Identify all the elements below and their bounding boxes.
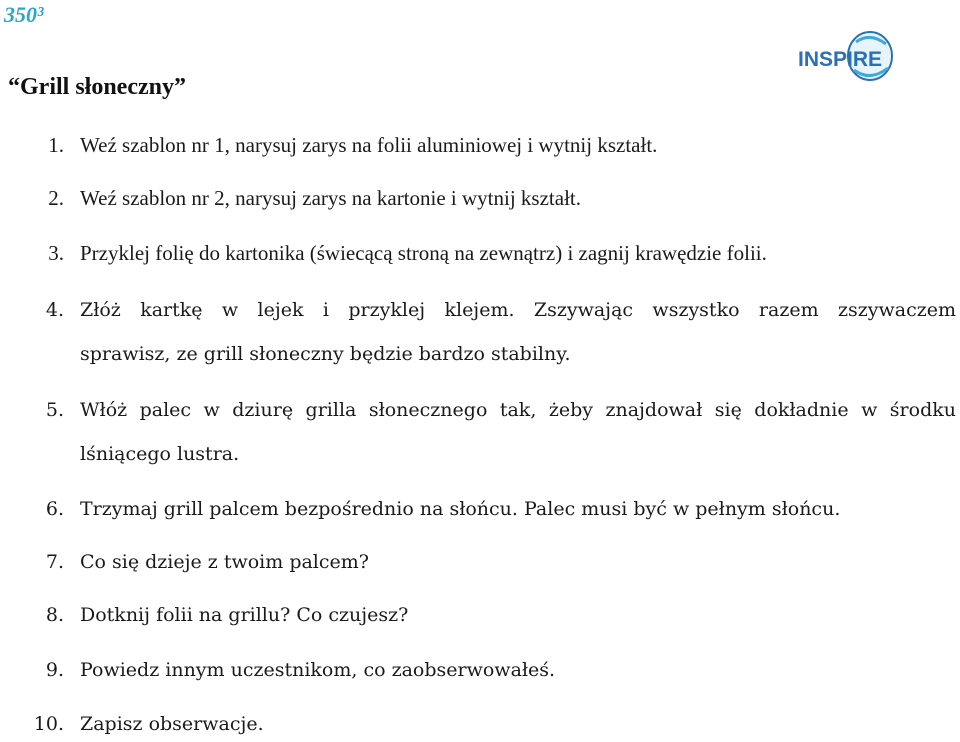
step-text: Trzymaj grill palcem bezpośrednio na słońcu. Palec musi być w pełnym słońcu. <box>80 498 841 520</box>
step-number: 7. <box>45 551 64 573</box>
step-text: Powiedz innym uczestnikom, co zaobserwowałeś. <box>80 659 556 681</box>
logo-text: INSPIRE <box>798 48 883 71</box>
step-text: Złóż kartkę w lejek i przyklej klejem. Zszywając wszystko razem zszywaczem <box>80 299 956 321</box>
step-text: Zapisz obserwacje. <box>80 713 264 735</box>
step-number: 4. <box>45 299 64 321</box>
step-text: Co się dzieje z twoim palcem? <box>80 551 369 573</box>
step-number: 5. <box>45 399 64 421</box>
step-continuation: sprawisz, ze grill słoneczny będzie bardzo stabilny. <box>80 343 571 365</box>
page-title: “Grill słoneczny” <box>8 74 186 100</box>
step-number: 9. <box>45 659 64 681</box>
step-number: 8. <box>45 604 64 626</box>
step-number: 1. <box>48 133 64 157</box>
step-text: Weź szablon nr 2, narysuj zarys na kartonie i wytnij kształt. <box>80 186 581 210</box>
step-text: Dotknij folii na grillu? Co czujesz? <box>80 604 409 626</box>
step-number: 2. <box>48 186 64 210</box>
step-number: 3. <box>48 241 64 265</box>
step-number: 6. <box>45 498 64 520</box>
inspire-logo <box>796 28 896 84</box>
inspire-logo-icon <box>796 28 896 84</box>
step-number: 10. <box>33 713 64 735</box>
step-continuation: lśniącego lustra. <box>80 443 240 465</box>
step-text: Przyklej folię do kartonika (świecącą stroną na zewnątrz) i zagnij krawędzie folii. <box>80 241 767 265</box>
step-text: Włóż palec w dziurę grilla słonecznego tak, żeby znajdował się dokładnie w środku <box>80 399 956 421</box>
step-text: Weź szablon nr 1, narysuj zarys na folii aluminiowej i wytnij kształt. <box>80 133 658 157</box>
page-number: 350³ <box>4 2 44 27</box>
